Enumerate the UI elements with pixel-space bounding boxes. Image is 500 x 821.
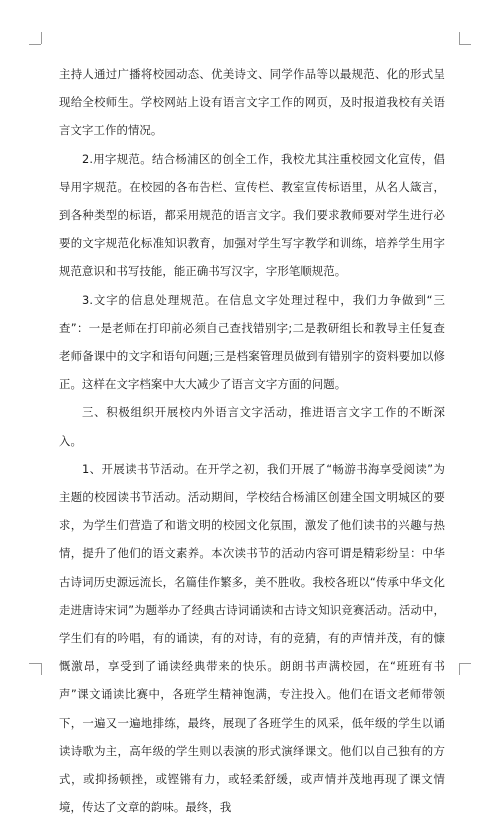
corner-mark-bottom-right-h: [459, 663, 471, 664]
paragraph-text-processing: 3.文字的信息处理规范。在信息文字处理过程中，我们力争做到“三查”：一是老师在打印前必须自己查找错别字;二是教研组长和教导主任复查老师备课中的文字和语句问题;三是档案管理员做到有错别字的资料要加以修正。这样在文字档案中大大减少了语言文字方面的问题。: [59, 292, 445, 392]
corner-mark-bottom-left-v: [41, 663, 42, 675]
corner-mark-top-right-h: [459, 44, 471, 45]
corner-mark-bottom-right-v: [459, 663, 460, 675]
paragraph-character-norms: 2.用字规范。结合杨浦区的创全工作，我校尤其注重校园文化宣传，倡导用字规范。在校园的各布告栏、宣传栏、教室宣传标语里，从名人箴言，到各种类型的标语，都采用规范的语言文字。我们要求教师要对学生进行必要的文字规范化标准知识教育，加强对学生写字教学和训练，培养学生用字规范意识和书写技能，能正确书写汉字，字形笔顺规范。: [59, 151, 445, 279]
paragraph-continuation: 主持人通过广播将校园动态、优美诗文、同学作品等以最规范、化的形式呈现给全校师生。学校网站上设有语言文字工作的网页，及时报道我校有关语言文字工作的情况。: [59, 67, 445, 138]
corner-mark-top-left-v: [41, 32, 42, 44]
corner-mark-bottom-left-h: [29, 663, 41, 664]
corner-mark-top-left-h: [29, 44, 41, 45]
paragraph-reading-festival: 1、开展读书节活动。在开学之初，我们开展了“畅游书海享受阅读”为主题的校园读书节活动。活动期间，学校结合杨浦区创建全国文明城区的要求，为学生们营造了和谐文明的校园文化氛围，激发了他们读书的兴趣与热情，提升了他们的语文素养。本次读书节的活动内容可谓是精彩纷呈：中华古诗词历史源远流长，名篇佳作繁多，美不胜收。我校各班以“传承中华文化走进唐诗宋词”为题举办了经典古诗词诵读和古诗文知识竞赛活动。活动中，学生们有的吟唱，有的诵读，有的对诗，有的竞猜，有的声情并茂，有的慷慨激昂，享受到了诵读经典带来的快乐。朗朗书声满校园，在“班班有书声”课文诵读比赛中，各班学生精神饱满，专注投入。他们在语文老师带领下，一遍又一遍地排练，最终，展现了各班学生的风采，低年级的学生以诵读诗歌为主，高年级的学生则以表演的形式演绎课文。他们以自己独有的方式，或抑扬顿挫，或铿锵有力，或轻柔舒缓，或声情并茂地再现了课文情境，传达了文章的韵味。最终，我: [59, 461, 445, 815]
section-heading: 三、积极组织开展校内外语言文字活动，推进语言文字工作的不断深入。: [59, 405, 445, 448]
corner-mark-top-right-v: [459, 32, 460, 44]
